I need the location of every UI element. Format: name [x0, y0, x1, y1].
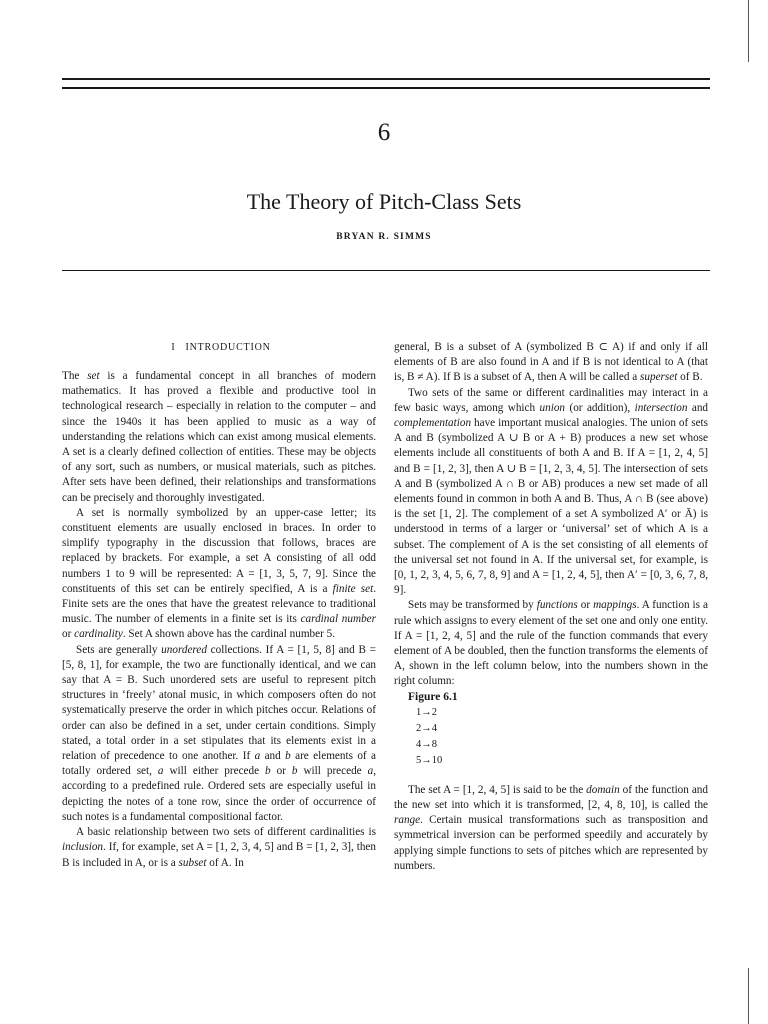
top-rule-2 — [62, 87, 710, 89]
chapter-number: 6 — [377, 119, 391, 146]
page-edge-line-bottom — [748, 968, 749, 1024]
top-rule-1 — [62, 78, 710, 80]
page-edge-line-top — [748, 0, 749, 62]
section-number: I — [171, 342, 176, 353]
figure-label: Figure 6.1 — [408, 690, 458, 703]
paragraph: A set is normally symbolized by an upper-case letter; its constituent elements are usually enclosed in braces. In order to simplify typography in the discussion that follows, braces are replaced by brackets. For example, a set A consisting of all odd numbers 1 to 9 will be represented: A = [1, 3, 5, 7, 9]. Since the constituents of this set can be entirely specified, A is a finite set. Finite sets are the ones that have the greatest relevance to traditional music. The number of elements in a finite set is its cardinal number or cardinality. Set A shown above has the cardinal number 5. — [62, 506, 377, 641]
left-column — [62, 340, 376, 871]
section-title: INTRODUCTION — [185, 342, 271, 353]
figure-line: 2→4 — [416, 722, 437, 734]
paragraph: Sets may be transformed by functions or mappings. A function is a rule which assigns to every element of the set one and only one entity. If A = [1, 2, 4, 5] and the rule of the function commands that every element of A be doubled, then the function transforms the elements of A, shown in the left column below, into the numbers shown in the right column: — [394, 599, 708, 688]
chapter-title: The Theory of Pitch-Class Sets — [246, 189, 522, 214]
title-rule — [62, 270, 710, 271]
right-column — [394, 340, 708, 874]
paragraph: Two sets of the same or different cardinalities may interact in a few basic ways, among which union (or addition), intersection and complementation have important musical analogies. The union of sets A and B (symbolized A ∪ B or A + B) produces a new set whose elements include all constituents of both A and B. If A = [1, 2, 4, 5] and B = [1, 2, 3], then A ∪ B = [1, 2, 3, 4, 5]. The intersection of sets A and B (symbolized A ∩ B or AB) produces a new set made of all elements found in common in both A and B. Thus, A ∩ B (see above) is the set [1, 2]. The complement of a set A symbolized A′ or Ā) is understood in terms of a larger or ‘universal’ set of which A is a subset. The complement of A is the set consisting of all elements of the universal set not found in A. If the universal set, for example, is [0, 1, 2, 3, 4, 5, 6, 7, 8, 9] and A = [1, 2, 4, 5], then A′ = [0, 3, 6, 7, 8, 9]. — [394, 386, 709, 597]
figure-line: 4→8 — [416, 738, 437, 750]
section-heading — [62, 340, 376, 353]
paragraph: The set A = [1, 2, 4, 5] is said to be the domain of the function and the new set into which it is transformed, [2, 4, 8, 10], is called the range. Certain musical transformations such as transposition and symmetrical inversion can be performed speedily and accurately by applying simple functions to sets of pitches which are represented by numbers. — [394, 783, 708, 872]
author-name: BRYAN R. SIMMS — [336, 232, 432, 242]
paragraph: Sets are generally unordered collections. If A = [1, 5, 8] and B = [5, 8, 1], for example, the two are functionally identical, and we can say that A = B. Such unordered sets are useful to represent pitch structures in ‘freely’ atonal music, in which composers often do not systematically preserve the order in which pitches occur. Relations of order can also be defined in a set, under certain conditions. Simply stated, a total order in a set stipulates that its elements exist in a relation of precedence to one another. If a and b are elements of a totally ordered set, a will either precede b or b will precede a, according to a predefined rule. Ordered sets are especially useful in depicting the notes of a tone row, since the order of occurrence of such notes is a fundamental compositional factor. — [62, 643, 376, 823]
paragraph: The set is a fundamental concept in all branches of modern mathematics. It has proved a flexible and productive tool in technological research – especially in relation to the computer – and since the 1940s it has been applied to music as a way of understanding the relations which can exist among musical elements. A set is a clearly defined collection of entities. These may be objects of any sort, such as numbers, or musical materials, such as pitches. After sets have been defined, their relationships and transformations can be precisely and thoroughly investigated. — [62, 370, 376, 504]
paragraph: general, B is a subset of A (symbolized B ⊂ A) if and only if all elements of B are also found in A and if B is not identical to A (that is, B ≠ A). If B is a subset of A, then A will be called a superset of B. — [394, 341, 708, 384]
figure-mapping — [416, 705, 708, 769]
paragraph: A basic relationship between two sets of different cardinalities is inclusion. If, for example, set A = [1, 2, 3, 4, 5] and B = [1, 2, 3], then B is included in A, or is a subset of A. In — [62, 826, 376, 869]
figure-line: 5→10 — [416, 754, 443, 766]
figure-line: 1→2 — [416, 706, 437, 718]
